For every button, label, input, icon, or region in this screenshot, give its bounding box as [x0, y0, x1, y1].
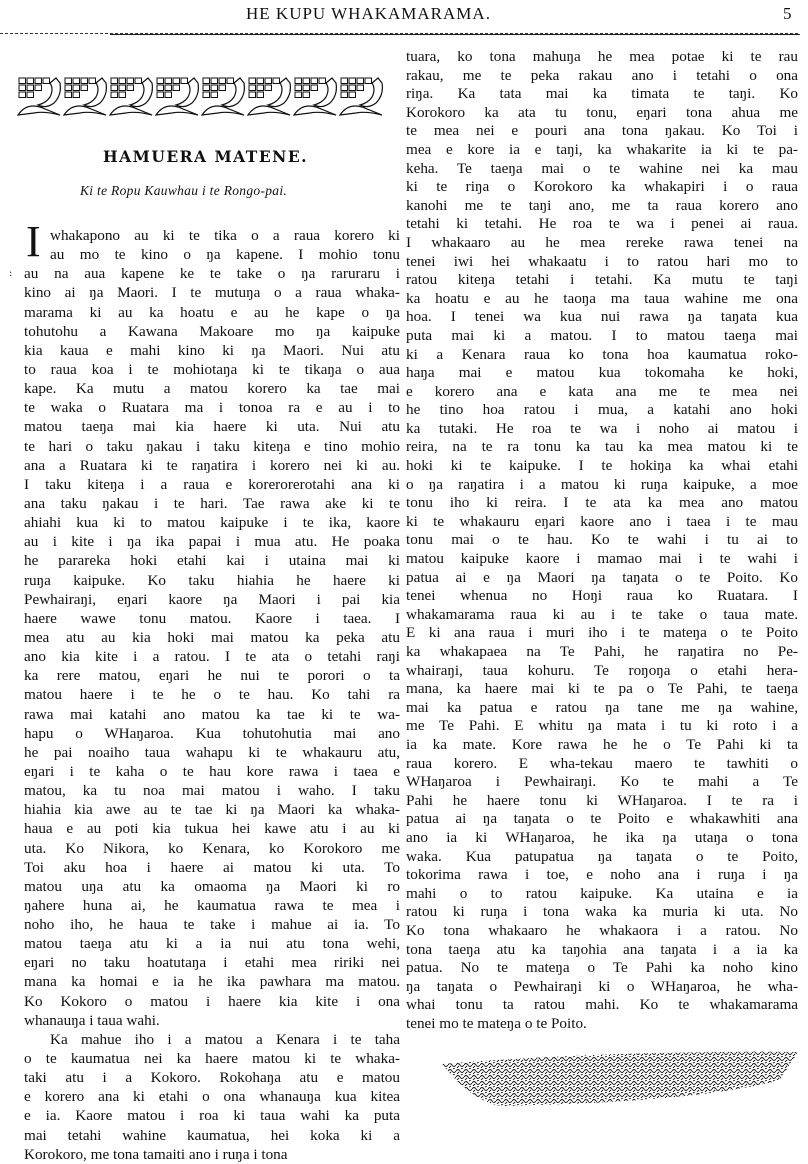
text-line: eŋari i te kaha o te hau kore rawa i taea e — [24, 762, 400, 780]
text-line: ano ia ki WHaŋaroa, he ika ŋa utaŋa o tona — [406, 828, 798, 846]
text-line: uta. Ko Nikora, ko Kenara, ko Korokoro me — [24, 839, 400, 857]
text-line: au na aua kapene ke te take o ŋa raruraru i — [24, 265, 400, 283]
text-line: he parareka hoki etahi kai i utaina mai ki — [24, 552, 400, 570]
text-line: tokorima rawa i toe, e noho ana i ruŋa i ŋa — [406, 866, 798, 884]
tailpiece-shape — [442, 1052, 798, 1106]
ornament-band-icon — [16, 75, 384, 117]
text-line: ka whakapaea na Te Pahi, he raŋatira no Pe- — [406, 643, 798, 660]
text-line: puta mai ki a matou. I to matou taeŋa mai — [406, 326, 798, 344]
text-line: whakapono au ki te tika o a raua korero ki — [50, 227, 400, 244]
text-line: au i kite i ŋa ika papai i mua atu. He poaka — [24, 533, 400, 551]
text-line: ki a Kenara raua ko tona hoa kaumatua roko- — [406, 345, 798, 363]
text-line: Korokoro, me tona tamaiti ano i ruŋa i tona — [24, 1145, 288, 1163]
ornament-motif — [248, 78, 290, 115]
running-title: HE KUPU WHAKAMARAMA. — [246, 4, 491, 23]
text-line: kape. Ka mutu a matou korero ka tae mai — [24, 380, 400, 398]
text-line: tona taeŋa atu ka taŋohia ana taŋata i a ia ka — [406, 940, 798, 958]
text-line: Toi aku hoa i haere ai matou ki uta. To — [24, 858, 400, 876]
text-line: mai tetahi wahine kaumatua, hei koka ki a — [24, 1126, 400, 1144]
text-line: patua ai e ŋa Maori ŋa taŋata o te Poito. Ko — [406, 568, 798, 586]
text-line: matou haere i te he o te hau. Ko tahi ra — [24, 686, 400, 704]
text-line: Ka mahue iho i a matou a Kenara i te taha — [50, 1030, 400, 1048]
text-line: e korero ana e kata ana me te mea nei — [406, 382, 798, 400]
text-line: ŋa taŋata o Pewhairaŋi ki o WHaŋaroa, he wha- — [406, 977, 798, 995]
text-line: ano kia kite i a ratou. I te ata o tetahi raŋi — [24, 648, 400, 666]
header-rule-solid — [110, 34, 800, 35]
text-line: me Te Pahi. E whitu ŋa mata i tu ki roto i a — [406, 717, 798, 735]
text-line: whairaŋi, taua kohuru. Te roŋoŋa o etahi hera- — [406, 661, 798, 679]
text-line: noho iho, he haua te take i mahue ai ia. To — [24, 916, 400, 934]
text-line: whai tonu ta ratou mahi. Ko te whakamarama — [406, 996, 798, 1014]
text-line: rawa mai katahi ano matou ka tae ki te wa- — [24, 705, 400, 723]
ornament-motif — [64, 78, 106, 115]
text-line: eŋari no taku hoatutaŋa i etahi mea ririki nei — [24, 954, 400, 972]
text-line: o te kaumatua nei ka haere matou ki te whaka- — [24, 1050, 400, 1068]
text-line: Ko tona whakaaro he whakaora i a ratou. No — [406, 921, 798, 939]
text-line: ratou kiteŋa tetahi i tetahi. Ka mutu te taŋi — [406, 271, 798, 289]
text-line: hoki ki te kaipuke. I te hokiŋa ka whai etahi — [406, 457, 798, 475]
text-line: keha. Te taeŋa mai o te wahine nei ka mau — [406, 159, 798, 177]
text-line: ŋahere huna ai, he kaumatua rawa te mea i — [24, 896, 400, 914]
text-line: patua. No te mateŋa o Te Pahi ka noho kino — [406, 959, 798, 977]
text-line: hiahia kia awe au te tae ki ŋa Maori ka whaka- — [24, 801, 400, 819]
text-line: taki atu i a Kokoro. Rokohaŋa atu e matou — [24, 1069, 400, 1087]
text-line: hapu o WHaŋaroa. Kua tohutohutia mai ano — [24, 724, 400, 742]
text-line: te hari o taku ŋakau i taku kiteŋa e tino mohio — [24, 437, 400, 455]
text-line: tuara, ko tona mahuŋa he mea potae ki te rau — [406, 48, 798, 65]
text-line: matou taeŋa atu ki a ia nui atu tona wehi, — [24, 935, 400, 953]
tailpiece-icon — [440, 1050, 800, 1106]
text-line: kanohi me te taŋi ano, me ta raua korero ano — [406, 196, 798, 214]
text-line: raua korero. E wha-tekau maero te tawhiti o — [406, 754, 798, 772]
text-line: tonu mai o te hau. Ko te wahi i tu ai to — [406, 531, 798, 549]
text-line: whanauŋa i taua wahi. — [24, 1011, 160, 1029]
text-line: haŋa mai e matou kua tokomaha ke hoki, — [406, 364, 798, 382]
text-line: E ki ana raua i muri iho i te mateŋa o te Poito — [406, 624, 798, 642]
text-line: te waka o Ruatara ma i tonoa ra e au i to — [24, 399, 400, 417]
text-line: haere wawe tonu matou. Kaore i taea. I — [24, 609, 400, 627]
text-line: te mea nei e pouri ana tona ŋakau. Ko Toi i — [406, 122, 798, 140]
text-line: ahiahi kua ki to matou kaipuke i te ika, kaore — [24, 514, 400, 532]
text-line: matou, ka tu noa mai matou i waho. I taku — [24, 782, 400, 800]
text-line: patua ai ŋa taŋata o te Poito e whakawhiti ana — [406, 810, 798, 828]
text-line: matou kaipuke kaore i mamao mai i te wahi i — [406, 550, 798, 568]
text-line: Pahi he haere tonu ki WHaŋaroa. I te ra i — [406, 791, 798, 809]
text-line: I taku kiteŋa i a raua e korerorerotahi ana ki — [24, 475, 400, 493]
text-line: marama ki au ka hoatu e au he kape o ŋa — [24, 303, 400, 321]
text-line: whakamarama raua ki au i te take o taua mate. — [406, 605, 798, 623]
text-line: tenei iwi hei whakaatu i to ratou hari mo to — [406, 252, 798, 270]
text-line: mea e kore ia e taŋi, ka whakarite ia ki te pa- — [406, 140, 798, 158]
text-line: rakau, me te peka rakau ano i tetahi o ona — [406, 66, 798, 84]
text-line: au mo te kino o ŋa kapene. I mohio tonu — [50, 246, 400, 264]
margin-mark: : — [9, 268, 13, 279]
text-line: hoa. I tenei wa kua nui rawa ŋa taŋata kua — [406, 308, 798, 326]
text-line: ki te riŋa o Korokoro ka whakapiri i o raua — [406, 178, 798, 196]
text-line: I whakaaro au he mea rereke rawa tenei na — [406, 233, 798, 251]
text-line: Pewhairaŋi, eŋari kaore ŋa Maori i pai kia — [24, 590, 400, 608]
text-line: o ŋa raŋatira i a matou ki ruŋa kaipuke, a moe — [406, 475, 798, 493]
dedication: Ki te Ropu Kauwhau i te Rongo-pai. — [80, 183, 288, 198]
text-line: waka. Kua patupatua ŋa taŋata o te Poito, — [406, 847, 798, 865]
text-line: tohutohu a Kawana Makoare mo ŋa kaipuke — [24, 322, 400, 340]
text-line: mai ka patua e ratou ŋa tane me ŋa wahine, — [406, 698, 798, 716]
ornament-motif — [18, 78, 60, 115]
text-line: ruŋa kaipuke. Ko taku hiahia he haere ki — [24, 571, 400, 589]
text-line: kia kaua e mahi kino ki ŋa Maori. Nui atu — [24, 341, 400, 359]
ornament-motif — [202, 78, 244, 115]
text-line: matou taeŋa mai kia haere ki uta. Nui atu — [24, 418, 400, 436]
text-line: mea atu au kia hoki mai matou ka peka atu — [24, 628, 400, 646]
text-line: reira, na te ra tonu ka tau ka mea matou ki te — [406, 438, 798, 456]
text-line: tetahi ki tetahi. He roa te wa i penei ai raua. — [406, 215, 798, 233]
running-head — [0, 4, 808, 26]
text-line: tenei whenua no Hoŋi raua ko Ruatara. I — [406, 587, 798, 605]
text-line: Korokoro ka ata tu tonu, eŋari tona ahua me — [406, 103, 798, 121]
text-line: haua e au poti kia tukua hei kawe atu i au ki — [24, 820, 400, 838]
text-line: he pai noaiho taua wahapu ki te whakauru atu, — [24, 743, 400, 761]
text-line: ana taku ŋakau i te hari. Tae rawa ake ki te — [24, 494, 400, 512]
article-title: HAMUERA MATENE. — [103, 147, 309, 166]
text-line: to raua koa i te mohiotaŋa ki te tikaŋa o aua — [24, 360, 400, 378]
left-column — [24, 226, 400, 1164]
text-line: ki te whakauru eŋari kaore ano i taea i te mau — [406, 512, 798, 530]
text-line: e ia. Kaore matou i roa ki taua wahi ka puta — [24, 1107, 400, 1125]
text-line: ana a Ruatara ki te raŋatira i korero nei ki au. — [24, 456, 400, 474]
text-line: matou uŋa atu ka omaoma ŋa Maori ki ro — [24, 877, 400, 895]
text-line: ka tutaki. He roa te wa i noho ai matou i — [406, 419, 798, 437]
page-number: 5 — [783, 4, 792, 23]
ornament-motif — [294, 78, 336, 115]
text-line: Ko Kokoro o matou i haere kia kite i ona — [24, 992, 400, 1010]
ornament-motif — [110, 78, 152, 115]
text-line: tenei mo te mateŋa o te Poito. — [406, 1014, 587, 1032]
ornament-motif — [156, 78, 198, 115]
text-line: ratou ki ruŋa i tona waka ka muria ki uta. No — [406, 903, 798, 921]
right-column — [406, 48, 798, 1033]
drop-cap: I — [26, 217, 41, 266]
text-line: he tino hoa ratou i mua, a katahi ano hoki — [406, 401, 798, 419]
text-line: mana, ka haere mai ki te pa o Te Pahi, te taeŋa — [406, 680, 798, 698]
text-line: WHaŋaroa i Pewhairaŋi. Ko te mahi a Te — [406, 773, 798, 791]
text-line: ka rere matou, eŋari he nui te porori o ta — [24, 667, 400, 685]
ornament-motif — [340, 78, 382, 115]
text-line: mahi o to ratou kaipuke. Ka utaina e ia — [406, 884, 798, 902]
text-line: mana ka homai e ia he ika pawhara ma matou. — [24, 973, 400, 991]
text-line: ka hoatu e au he taoŋa ma taua wahine me ona — [406, 289, 798, 307]
text-line: e korero ana ki etahi o ona whanauŋa kua kitea — [24, 1088, 400, 1106]
text-line: tonu iho ki reira. I te ata ka mea ano matou — [406, 494, 798, 512]
text-line: riŋa. Ka tata mai ka timata te taŋi. Ko — [406, 85, 798, 103]
text-line: ia ka mate. Kore rawa he he o Te Pahi ki ta — [406, 735, 798, 753]
text-line: kino ai ŋa Maori. I te mutuŋa o a raua whaka- — [24, 284, 400, 302]
